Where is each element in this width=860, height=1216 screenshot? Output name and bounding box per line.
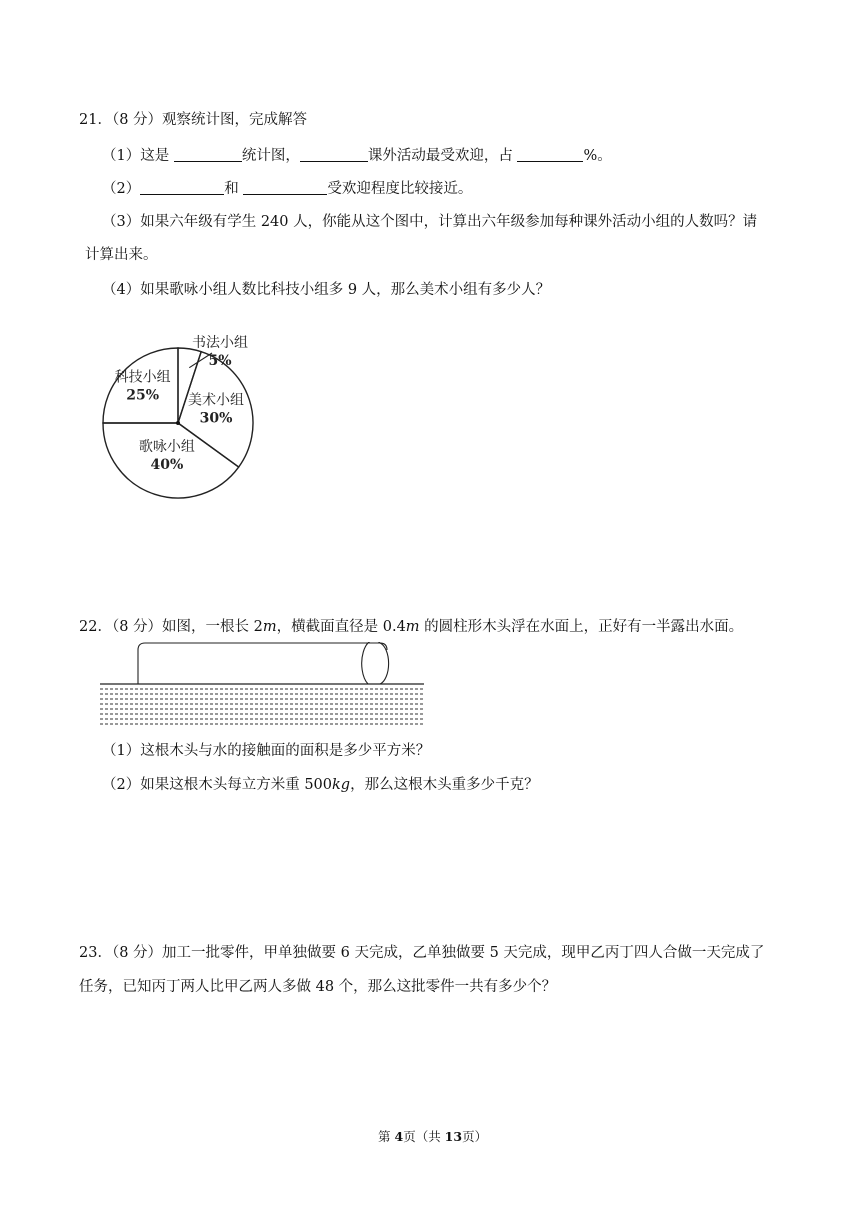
q22-header-text-a: 22．（8 分）如图，一根长 2 bbox=[79, 619, 263, 635]
footer-page-number: 4 bbox=[394, 1129, 404, 1144]
pie-percent-4: 25% bbox=[126, 387, 160, 404]
q21-part1-text-c: 课外活动最受欢迎，占 bbox=[367, 148, 518, 164]
footer-text-b: 页（共 bbox=[403, 1129, 445, 1144]
q21-part1-text-a: （1）这是 bbox=[102, 148, 174, 164]
q21-part2-text-c: 受欢迎程度比较接近。 bbox=[327, 181, 473, 197]
q22-part2-text-b: ，那么这根木头重多少千克？ bbox=[350, 777, 539, 793]
q21-part1 bbox=[102, 145, 612, 166]
pie-percent-1: 5% bbox=[208, 353, 232, 369]
q22-header-text-b: ，横截面直径是 0.4 bbox=[276, 619, 406, 635]
answer-blank-activity[interactable] bbox=[300, 145, 368, 162]
log-end-left bbox=[362, 642, 380, 684]
q22-unit-m2: m bbox=[405, 619, 420, 635]
q21-part2-text-b: 和 bbox=[224, 181, 244, 197]
pie-label-4: 科技小组 bbox=[114, 369, 171, 386]
pie-label-1: 书法小组 bbox=[192, 335, 248, 351]
q22-part1: （1）这根木头与水的接触面的面积是多少平方米？ bbox=[102, 743, 431, 759]
q21-part2 bbox=[102, 178, 472, 199]
q23-line2: 任务，已知丙丁两人比甲乙两人多做 48 个，那么这批零件一共有多少个？ bbox=[79, 979, 557, 995]
footer-total-pages: 13 bbox=[444, 1129, 463, 1144]
pie-percent-3: 40% bbox=[150, 457, 184, 474]
pie-percent-2: 30% bbox=[199, 410, 233, 427]
q21-part1-text-b: 统计图， bbox=[241, 148, 300, 164]
answer-blank-chart-type[interactable] bbox=[174, 145, 242, 162]
footer-text-c: 页） bbox=[462, 1129, 488, 1144]
pie-chart bbox=[96, 332, 266, 512]
answer-blank-percent[interactable] bbox=[517, 145, 583, 162]
q21-part2-text-a: （2） bbox=[102, 181, 141, 197]
answer-blank-group-2[interactable] bbox=[243, 178, 327, 195]
q22-unit-m1: m bbox=[262, 619, 277, 635]
q22-header-text-c: 的圆柱形木头浮在水面上，正好有一半露出水面。 bbox=[419, 619, 744, 635]
q21-header: 21．（8 分）观察统计图，完成解答 bbox=[79, 112, 308, 128]
q23-line1: 23．（8 分）加工一批零件，甲单独做要 6 天完成，乙单独做要 5 天完成，现甲乙丙丁四人合做一天完成了 bbox=[79, 945, 765, 961]
q21-part4: （4）如果歌咏小组人数比科技小组多 9 人，那么美术小组有多少人？ bbox=[102, 282, 551, 298]
q21-part1-text-d: %。 bbox=[583, 148, 612, 164]
q22-part2-text-a: （2）如果这根木头每立方米重 500 bbox=[102, 777, 333, 793]
pie-center-dot bbox=[176, 421, 180, 425]
answer-blank-group-1[interactable] bbox=[140, 178, 224, 195]
q21-part3-line1: （3）如果六年级有学生 240 人，你能从这个图中，计算出六年级参加每种课外活动小组的人数吗？请 bbox=[102, 214, 758, 230]
q21-part3-line2: 计算出来。 bbox=[85, 247, 158, 263]
pie-labels bbox=[115, 334, 248, 473]
log-outline bbox=[138, 643, 387, 684]
q22-unit-kg: kg bbox=[332, 777, 351, 793]
footer-text-a: 第 bbox=[378, 1129, 395, 1144]
pie-label-2: 美术小组 bbox=[188, 392, 245, 409]
q22-header bbox=[79, 617, 743, 637]
page-footer bbox=[378, 1127, 487, 1147]
q22-part2 bbox=[102, 775, 539, 795]
pie-label-3: 歌咏小组 bbox=[138, 439, 195, 456]
floating-log-figure bbox=[100, 642, 426, 732]
water-lines bbox=[100, 689, 424, 724]
